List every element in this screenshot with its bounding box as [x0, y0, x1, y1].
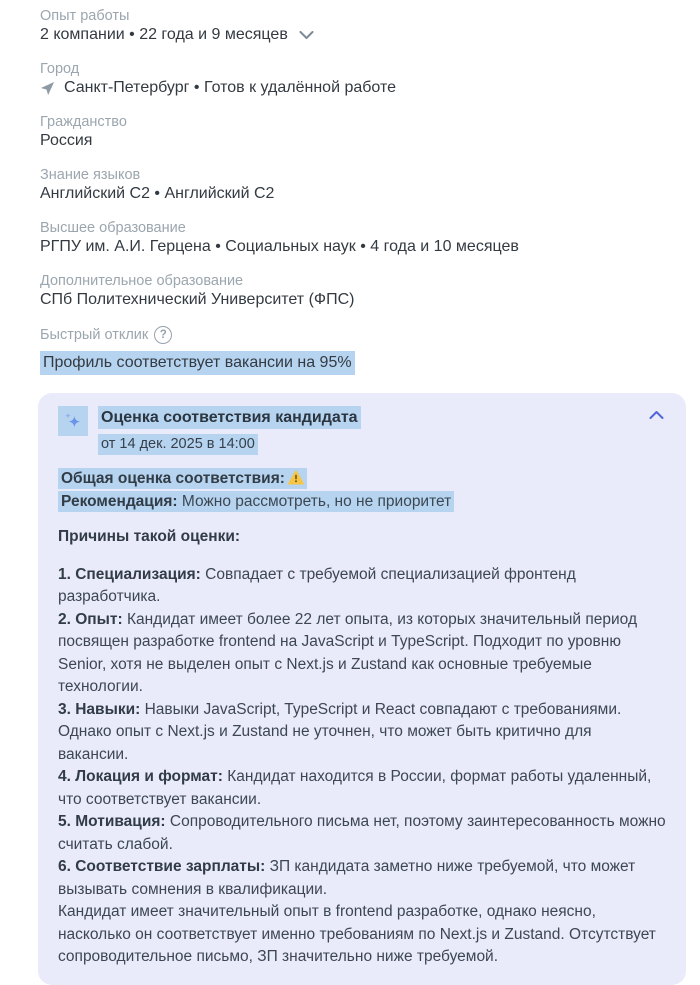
- question-circle-icon[interactable]: ?: [154, 326, 172, 344]
- ai-card-date: от 14 дек. 2025 в 14:00: [98, 434, 258, 455]
- section-languages: [40, 167, 686, 204]
- section-citizenship: [40, 114, 686, 151]
- section-label: Высшее образование: [40, 220, 186, 236]
- ai-card-title: Оценка соответствия кандидата: [98, 406, 361, 429]
- languages-value: Английский C2 • Английский C2: [40, 185, 275, 202]
- chevron-up-icon[interactable]: [647, 406, 666, 423]
- section-quick-response: [40, 326, 686, 375]
- reason-item: 2. Опыт: Кандидат имеет более 22 лет опыта, из которых значительный период посвящен разработке frontend на JavaScript и TypeScript. Подходит по уровню Senior, хотя не выделен опыт с Next.js и Zustand как основные требуемые технологии.: [58, 610, 638, 695]
- reason-item: 5. Мотивация: Сопроводительного письма нет, поэтому заинтересованность можно считать слабой.: [58, 813, 666, 853]
- city-value: Санкт-Петербург • Готов к удалённой работе: [64, 79, 396, 96]
- section-label: Быстрый отклик: [40, 326, 149, 343]
- section-label: Город: [40, 61, 80, 77]
- reason-item: 6. Соответствие зарплаты: ЗП кандидата заметно ниже требуемой, что может вызывать сомнения в квалификации.: [58, 858, 636, 898]
- reasons-list: [58, 564, 666, 902]
- section-label: Знание языков: [40, 167, 141, 183]
- higher-education-value: РГПУ им. А.И. Герцена • Социальных наук • 4 года и 10 месяцев: [40, 238, 519, 255]
- ai-card-body: [58, 468, 666, 969]
- warning-icon: [288, 470, 304, 485]
- match-percentage-value: Профиль соответствует вакансии на 95%: [40, 351, 355, 375]
- ai-assessment-card: [38, 393, 686, 985]
- ai-sparkle-icon: [58, 406, 88, 436]
- reasons-heading: Причины такой оценки:: [58, 528, 241, 545]
- section-label: Гражданство: [40, 114, 127, 130]
- location-arrow-icon: [40, 81, 55, 96]
- experience-summary: 2 компании • 22 года и 9 месяцев: [40, 26, 288, 43]
- section-experience: [40, 8, 686, 45]
- reason-item: 4. Локация и формат: Кандидат находится в России, формат работы удаленный, что соответствует вакансии.: [58, 768, 652, 808]
- overall-score-line: Общая оценка соответствия:: [58, 468, 666, 491]
- section-city: [40, 61, 686, 98]
- section-additional-education: [40, 273, 686, 310]
- section-label: Опыт работы: [40, 8, 130, 24]
- reason-item: 1. Специализация: Совпадает с требуемой специализацией фронтенд разработчика.: [58, 565, 576, 605]
- citizenship-value: Россия: [40, 132, 93, 149]
- additional-education-value: СПб Политехнический Университет (ФПС): [40, 291, 355, 308]
- section-label: Дополнительное образование: [40, 273, 244, 289]
- chevron-down-icon[interactable]: [297, 29, 316, 42]
- reason-item: 3. Навыки: Навыки JavaScript, TypeScript и React совпадают с требованиями. Однако опыт с Next.js и Zustand не уточнен, что может быть критично для вакансии.: [58, 700, 622, 763]
- ai-card-header: [58, 406, 666, 455]
- recommendation-line: Рекомендация: Можно рассмотреть, но не приоритет: [58, 491, 666, 514]
- assessment-summary: Кандидат имеет значительный опыт в frontend разработке, однако неясно, насколько он соответствует именно требованиям по Next.js и Zustand. Отсутствует сопроводительное письмо, ЗП значительно ниже требуемой.: [58, 903, 656, 965]
- section-higher-education: [40, 220, 686, 257]
